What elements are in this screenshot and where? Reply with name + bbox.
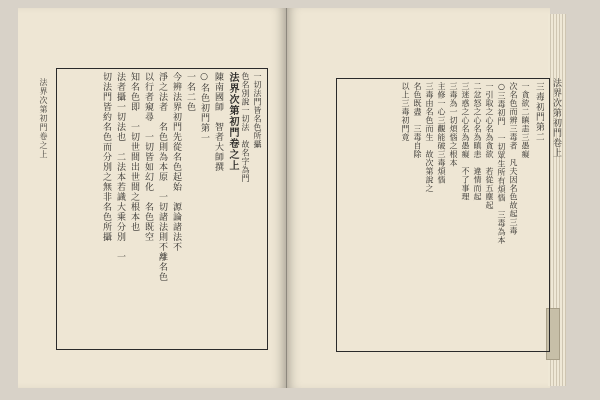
text-column: 知名色即 一切世間出世間之根本也 <box>129 72 139 232</box>
text-column: 一貪欲二瞋恚三愚癡 <box>521 82 530 159</box>
text-column: 三毒由名色而生 故次第說之 <box>425 82 434 193</box>
text-column: 一名二色 <box>185 72 195 112</box>
text-column: 今辨法界初門先從名色起始 源論諸法不 <box>171 72 181 252</box>
text-column: 以行者窺尋 一切皆如幻化 名色既空 <box>143 72 153 242</box>
text-column: 三毒為一切煩惱之根本 <box>449 82 458 167</box>
right-margin-label: 法界次第初門卷上 <box>551 78 561 158</box>
left-margin-label: 法界次第初門卷之上 <box>39 78 48 159</box>
open-book <box>18 8 561 394</box>
text-column: 色名別說一切法 故名字為門 <box>241 72 250 183</box>
left-text-columns <box>60 72 262 344</box>
text-column: 法者攝一切法也 二法本若識大乘分別 一 <box>115 72 125 262</box>
text-column: 切法門皆約名色而分別之無非名色所攝 <box>101 72 111 242</box>
text-column: ○名色初門第一 <box>199 72 209 143</box>
text-column: 法界次第初門卷之上 <box>227 72 238 171</box>
text-column: 陳南國師 智者大師撰 <box>213 72 223 172</box>
text-column: 次名色而辨三毒者 凡夫因名色故起三毒 <box>509 82 518 235</box>
text-column: 淨之法者 名色則為本原 一切諸法則不離名色 <box>157 72 167 282</box>
text-column: 二忿怒之心名為瞋恚 違情而起 <box>473 82 482 201</box>
text-column: 一引取之心名為貪欲 若從五塵起 <box>485 82 494 210</box>
text-column: ○三毒初門 一切眾生所有煩惱 三毒為本 <box>497 82 506 245</box>
text-column: 三毒初門第二 <box>534 82 544 142</box>
text-column: 一切法門皆名色所攝 <box>253 72 262 149</box>
text-column: 三迷惑之心名為愚癡 不了事理 <box>461 82 470 201</box>
right-text-columns <box>340 82 544 346</box>
text-column: 以上三毒初門竟 <box>401 82 410 142</box>
book-gutter <box>286 8 287 388</box>
text-column: 名色既盡 三毒自除 <box>413 82 422 159</box>
text-column: 主修一心三觀能破三毒煩惱 <box>437 82 446 184</box>
